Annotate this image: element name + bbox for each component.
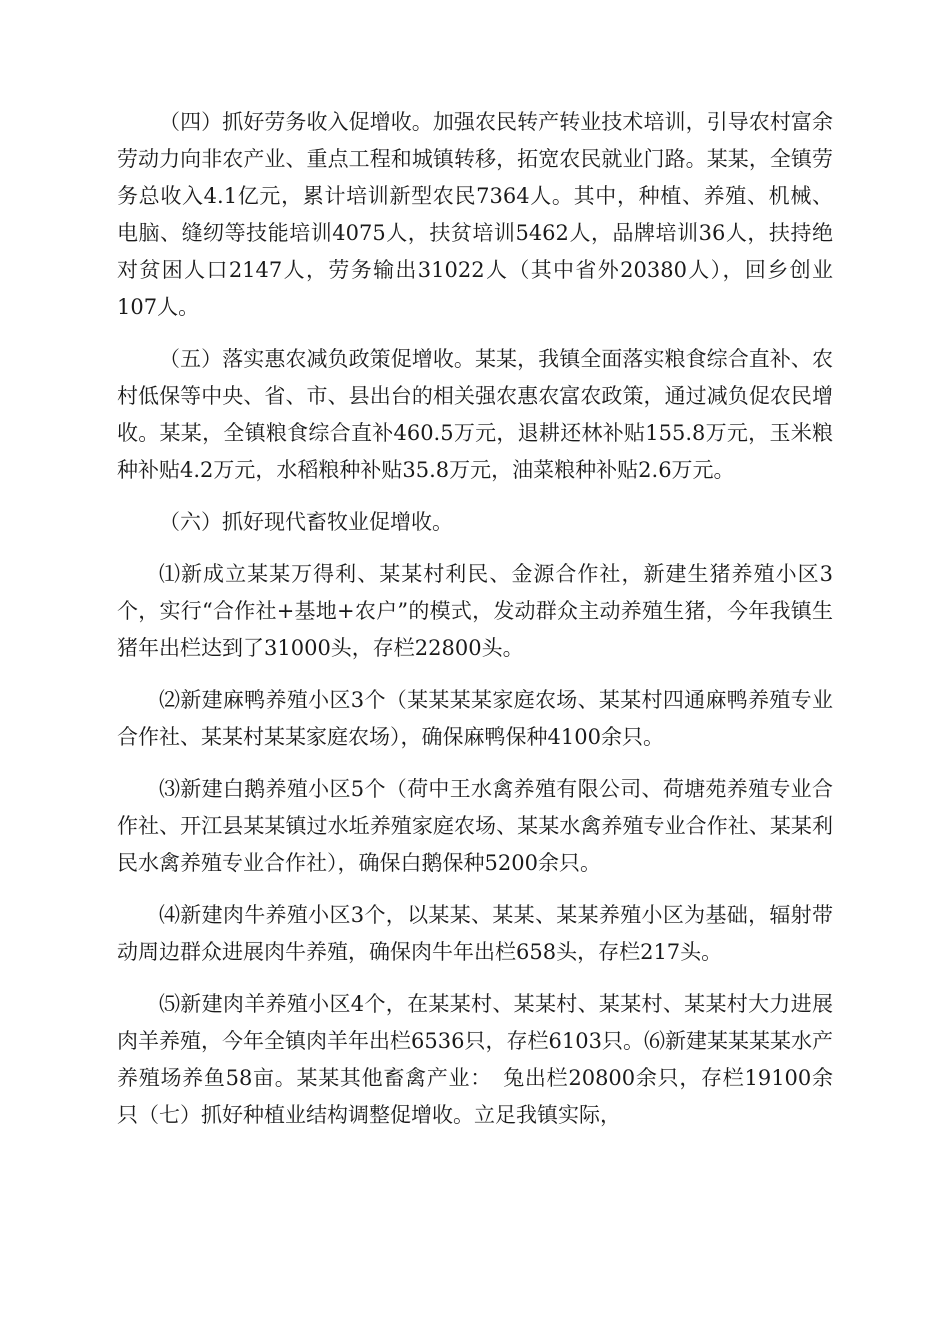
paragraph-duck-farming: ⑵新建麻鸭养殖小区3个（某某某某家庭农场、某某村四通麻鸭养殖专业合作社、某某村某某家庭农场），确保麻鸭保种4100余只。 (117, 688, 833, 749)
paragraph-goose-farming: ⑶新建白鹅养殖小区5个（荷中王水禽养殖有限公司、荷塘苑养殖专业合作社、开江县某某镇过水坵养殖家庭农场、某某水禽养殖专业合作社、某某利民水禽养殖专业合作社），确保白鹅保种5200余只。 (117, 777, 833, 875)
paragraph-pig-farming: ⑴新成立某某万得利、某某村利民、金源合作社，新建生猪养殖小区3个，实行“合作社+基地+农户”的模式，发动群众主动养殖生猪，今年我镇生猪年出栏达到了31000头，存栏22800头。 (117, 562, 833, 660)
paragraph-cattle-farming: ⑷新建肉牛养殖小区3个，以某某、某某、某某养殖小区为基础，辐射带动周边群众进展肉牛养殖，确保肉牛年出栏658头，存栏217头。 (117, 903, 833, 964)
paragraph-sheep-farming: ⑸新建肉羊养殖小区4个，在某某村、某某村、某某村、某某村大力进展肉羊养殖，今年全镇肉羊年出栏6536只，存栏6103只。⑹新建某某某某水产养殖场养鱼58亩。某某其他畜禽产业： 兔出栏20800余只，存栏19100余只（七）抓好种植业结构调整促增收。立足我镇实际， (117, 992, 833, 1127)
paragraph-livestock-heading: （六）抓好现代畜牧业促增收。 (159, 510, 453, 534)
paragraph-labor-income: （四）抓好劳务收入促增收。加强农民转产转业技术培训，引导农村富余劳动力向非农产业、重点工程和城镇转移，拓宽农民就业门路。某某，全镇劳务总收入4.1亿元，累计培训新型农民7364人。其中，种植、养殖、机械、电脑、缝纫等技能培训4075人，扶贫培训5462人，品牌培训36人，扶持绝对贫困人口2147人，劳务输出31022人（其中省外20380人），回乡创业107人。 (117, 110, 833, 319)
paragraph-policy-subsidy: （五）落实惠农减负政策促增收。某某，我镇全面落实粮食综合直补、农村低保等中央、省、市、县出台的相关强农惠农富农政策，通过减负促农民增收。某某，全镇粮食综合直补460.5万元，退耕还林补贴155.8万元，玉米粮种补贴4.2万元，水稻粮种补贴35.8万元，油菜粮种补贴2.6万元。 (117, 347, 833, 482)
document-body (117, 104, 833, 1149)
